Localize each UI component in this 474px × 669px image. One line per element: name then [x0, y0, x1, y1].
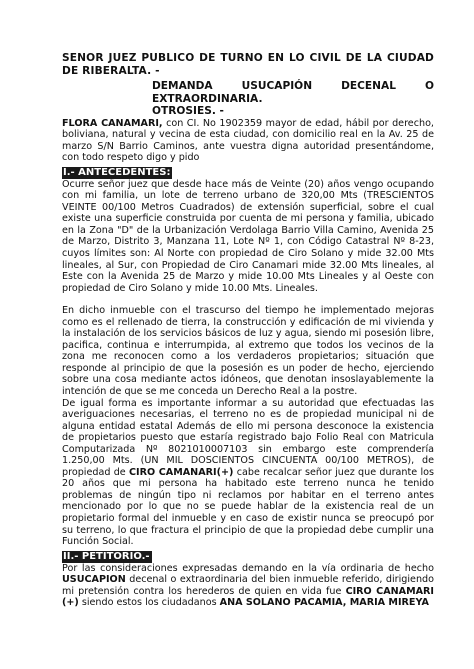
intro-text: con CI. No 1902359 mayor de edad, hábil por derecho, boliviana, natural y vecina de esta ciudad, con domicilio real en la Av. 25 de marzo S/N Barrio Caminos, ante vuestra digna autoridad presentándome, con todo respeto digo y pido: [62, 117, 434, 164]
demand-word: USUCAPIÓN: [241, 80, 313, 92]
paragraph-property-description: Ocurre señor juez que desde hace más de Veinte (20) años vengo ocupando con mi familia, un lote de terreno urbano de 320,00 Mts (TRESCIENTOS VEINTE 00/100 Metros Cuadrados) de extensión superficial, sobre el cual existe una superficie construida por cuenta de mi persona y familia, ubicado en la Zona "D" de la Urbanización Verdolaga Barrio Villa Camino, Avenida 25 de Marzo, Distrito 3, Manzana 11, Lote Nº 1, con Código Catastral Nº 8-23, cuyos límites son: Al Norte con propiedad de Ciro Solano y mide 32.00 Mts lineales, al Sur, con Propiedad de Ciro Canamari mide 32.00 Mts lineales, al Este con la Avenida 25 de Marzo y mide 10.00 Mts Lineales y al Oeste con propiedad de Ciro Solano y mide 10.00 Mts. Lineales.: [62, 178, 434, 294]
usucapion-term: USUCAPION: [62, 574, 126, 586]
otrosies-label: OTROSIES. -: [152, 105, 224, 117]
ownership-text-a: De igual forma es importante informar a su autoridad que efectuadas las averiguaciones necesarias, el terreno no es de propiedad municipal ni de alguna entidad estatal Además de ello mi persona desconoce la existencia de propietarios puesto que estaría registrado bajo Folio Real con Matricula Computarizada Nº 8021010007103 sin embargo este comprendería 1.250,00 Mts. (UN MIL DOSCIENTOS CINCUENTA 00/100 METROS), de propiedad de: [62, 397, 434, 478]
court-address-heading: SENOR JUEZ PUBLICO DE TURNO EN LO CIVIL DE LA CIUDAD DE RIBERALTA. -: [62, 52, 434, 77]
demand-title-block: [152, 80, 434, 118]
paragraph-improvements: En dicho inmueble con el trascurso del tiempo he implementado mejoras como es el rellenado de tierra, la construcción y edificación de mi vivienda y la instalación de los servicios básicos de luz y agua, siendo mi posesión libre, pacifica, continua e interrumpida, al extremo que todos los vecinos de la zona me reconocen como a los verdaderos propietarios; situación que responde al principio de que la posesión es un poder de hecho, ejerciendo sobre una cosa mediante actos idóneos, que denotan insoslayablemente la intención de que se me conceda un Derecho Real a la postre.: [62, 305, 434, 397]
owner-name: CIRO CAMANARI(+): [129, 466, 234, 478]
demand-title-line: [152, 80, 434, 93]
section-heading-petitorio: II.- PETITORIO.-: [63, 550, 150, 562]
petition-text-c: siendo estos los ciudadanos: [78, 597, 220, 609]
demand-word: O: [424, 80, 434, 92]
demand-subtitle: EXTRAORDINARIA.: [152, 92, 263, 105]
paragraph-petition: [62, 563, 434, 609]
ownership-text-b: cabe recalcar señor juez que durante los 20 años que mi persona ha habitado este terreno nunca he tenido problemas de ningún tipo ni reclamos por habitar en el terreno antes mencionado por lo que no se puede hablar de la existencia real de un propietario formal del inmueble y en caso de existir nunca se preocupó por su terreno, lo que fractura el principio de que la propiedad debe cumplir una Función Social.: [62, 466, 434, 548]
section-heading-antecedentes: I.- ANTECEDENTES:: [63, 166, 171, 178]
defendant-deceased-name: CIRO CANAMARI (+): [62, 585, 434, 609]
intro-paragraph: [62, 118, 434, 164]
petition-text-a: Por las consideraciones expresadas demando en la vía ordinaria de hecho: [62, 562, 434, 574]
demand-word: DEMANDA: [152, 80, 213, 92]
paragraph-ownership: [62, 398, 434, 548]
demand-word: DECENAL: [341, 80, 396, 92]
petition-text-b: decenal o extraordinaria del bien inmueble referido, dirigiendo mi pretensión contra los herederos de quien en vida fue: [62, 574, 434, 597]
plaintiff-name: FLORA CANAMARI,: [62, 117, 163, 129]
heirs-names: ANA SOLANO PACAMIA, MARIA MIREYA: [219, 597, 429, 609]
